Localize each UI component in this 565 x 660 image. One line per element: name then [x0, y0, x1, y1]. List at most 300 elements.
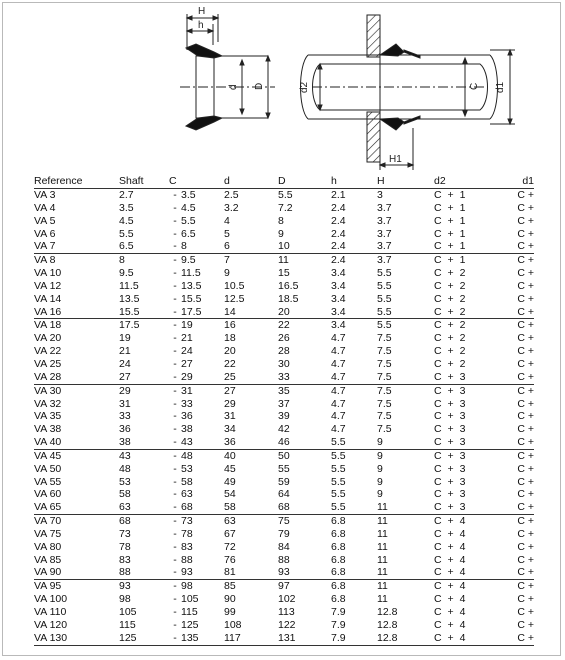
- cell-D: 37: [278, 397, 290, 410]
- cell-d: 5: [224, 227, 230, 240]
- cell-shaft-min: 3.5: [119, 201, 134, 214]
- cell-reference: VA 28: [34, 370, 62, 383]
- cell-d: 12.5: [224, 292, 245, 305]
- cell-d: 117: [224, 631, 241, 644]
- cell-H: 11: [377, 553, 388, 566]
- cell-H: 7.5: [377, 357, 392, 370]
- cell-d1: C +: [517, 580, 534, 593]
- cell-reference: VA 70: [34, 515, 62, 528]
- label-H: H: [198, 6, 206, 17]
- cell-d1: C +: [517, 254, 534, 267]
- cell-shaft-max: - 36: [173, 410, 193, 423]
- table-group: [34, 254, 534, 319]
- table-row: [34, 488, 534, 501]
- cell-reference: VA 60: [34, 488, 62, 501]
- cell-H: 11: [377, 527, 388, 540]
- cell-d1: C +: [517, 501, 534, 514]
- cell-d1: C +: [517, 357, 534, 370]
- cell-h: 4.7: [331, 410, 346, 423]
- cell-H: 7.5: [377, 397, 392, 410]
- cell-H: 7.5: [377, 410, 392, 423]
- cell-d: 4: [224, 214, 230, 227]
- table-row: [34, 202, 534, 215]
- cell-D: 8: [278, 214, 284, 227]
- cell-reference: VA 50: [34, 462, 62, 475]
- cell-d2: C + 3: [434, 397, 466, 410]
- cell-shaft-max: - 8: [173, 240, 187, 253]
- cell-H: 12.8: [377, 631, 398, 644]
- table-row: [34, 593, 534, 606]
- cell-d: 22: [224, 357, 236, 370]
- cell-D: 11: [278, 254, 289, 267]
- cell-reference: VA 95: [34, 580, 62, 593]
- cell-reference: VA 3: [34, 189, 56, 201]
- cell-D: 28: [278, 345, 290, 358]
- cell-d2: C + 4: [434, 580, 466, 593]
- cell-d2: C + 2: [434, 267, 466, 280]
- cell-shaft-min: 8: [119, 254, 125, 267]
- cell-d2: C + 1: [434, 240, 466, 253]
- cell-d1: C +: [517, 189, 534, 201]
- cell-d: 31: [224, 410, 236, 423]
- cell-d2: C + 1: [434, 201, 466, 214]
- cell-d: 54: [224, 488, 236, 501]
- table-row: [34, 358, 534, 371]
- cell-reference: VA 6: [34, 227, 56, 240]
- table-row: [34, 619, 534, 632]
- cell-D: 46: [278, 436, 290, 449]
- cell-d2: C + 4: [434, 553, 466, 566]
- cell-d1: C +: [517, 488, 534, 501]
- cell-d1: C +: [517, 410, 534, 423]
- cell-D: 68: [278, 501, 290, 514]
- table-row: [34, 554, 534, 567]
- cell-d1: C +: [517, 515, 534, 528]
- cell-d1: C +: [517, 227, 534, 240]
- table-row: [34, 501, 534, 514]
- cell-d: 3.2: [224, 201, 239, 214]
- cell-H: 3.7: [377, 201, 392, 214]
- cell-shaft-max: - 4.5: [173, 201, 196, 214]
- cell-shaft-max: - 58: [173, 475, 193, 488]
- cell-D: 18.5: [278, 292, 299, 305]
- cell-reference: VA 110: [34, 606, 67, 618]
- cell-shaft-min: 31: [119, 397, 131, 410]
- cell-reference: VA 100: [34, 593, 68, 606]
- table-row: [34, 267, 534, 280]
- cell-d: 25: [224, 370, 236, 383]
- cell-D: 131: [278, 631, 296, 644]
- cell-shaft-min: 33: [119, 410, 131, 423]
- cell-d2: C + 4: [434, 618, 466, 631]
- cell-d1: C +: [517, 319, 534, 332]
- cell-d1: C +: [517, 279, 534, 292]
- table-row: [34, 632, 534, 645]
- cell-d1: C +: [517, 384, 534, 397]
- cell-shaft-max: - 98: [173, 580, 193, 593]
- table-row: [34, 189, 534, 202]
- cell-H: 3: [377, 189, 383, 201]
- cell-shaft-min: 83: [119, 553, 131, 566]
- cell-D: 122: [278, 618, 296, 631]
- cell-h: 6.8: [331, 593, 346, 606]
- cell-H: 5.5: [377, 305, 392, 318]
- table-row: [34, 541, 534, 554]
- cell-d2: C + 3: [434, 410, 466, 423]
- cell-shaft-max: - 125: [173, 618, 199, 631]
- cell-d2: C + 4: [434, 566, 466, 579]
- cell-reference: VA 80: [34, 540, 62, 553]
- cell-d: 63: [224, 515, 236, 528]
- table-group: [34, 384, 534, 449]
- cell-d1: C +: [517, 606, 534, 618]
- cell-shaft-max: - 17.5: [173, 305, 202, 318]
- cell-reference: VA 14: [34, 292, 62, 305]
- cell-d: 29: [224, 397, 236, 410]
- table-row: [34, 515, 534, 528]
- cell-shaft-min: 125: [119, 631, 137, 644]
- cell-shaft-max: - 43: [173, 436, 193, 449]
- cell-shaft-min: 24: [119, 357, 131, 370]
- cell-shaft-min: 63: [119, 501, 131, 514]
- cell-d2: C + 4: [434, 540, 466, 553]
- cell-d2: C + 1: [434, 227, 466, 240]
- cell-reference: VA 30: [34, 384, 62, 397]
- table-header-row: [34, 174, 534, 189]
- cell-d2: C + 4: [434, 593, 466, 606]
- cell-d2: C + 2: [434, 357, 466, 370]
- cell-h: 4.7: [331, 397, 346, 410]
- cell-h: 5.5: [331, 475, 346, 488]
- cell-shaft-max: - 63: [173, 488, 193, 501]
- table-row: [34, 254, 534, 267]
- cell-d2: C + 3: [434, 462, 466, 475]
- cell-d2: C + 3: [434, 488, 466, 501]
- cell-shaft-max: - 78: [173, 527, 193, 540]
- table-group: [34, 189, 534, 254]
- cell-reference: VA 16: [34, 305, 62, 318]
- table-row: [34, 528, 534, 541]
- cell-shaft-min: 13.5: [119, 292, 140, 305]
- cell-D: 33: [278, 370, 290, 383]
- cell-reference: VA 75: [34, 527, 62, 540]
- header-d2: d2: [434, 174, 494, 189]
- cell-shaft-max: - 15.5: [173, 292, 202, 305]
- cell-d: 67: [224, 527, 236, 540]
- cell-H: 5.5: [377, 319, 392, 332]
- cell-H: 9: [377, 475, 383, 488]
- cell-d1: C +: [517, 540, 534, 553]
- cell-H: 9: [377, 436, 383, 449]
- cell-shaft-min: 43: [119, 449, 131, 462]
- cell-d1: C +: [517, 462, 534, 475]
- cell-d: 34: [224, 423, 236, 436]
- cell-H: 3.7: [377, 227, 392, 240]
- dimension-table: [34, 174, 534, 646]
- cell-reference: VA 35: [34, 410, 62, 423]
- cell-D: 59: [278, 475, 290, 488]
- cell-d1: C +: [517, 305, 534, 318]
- cell-d2: C + 2: [434, 305, 466, 318]
- cell-h: 2.4: [331, 254, 346, 267]
- table-row: [34, 319, 534, 332]
- cell-shaft-max: - 33: [173, 397, 193, 410]
- label-d: d: [228, 84, 239, 90]
- cell-H: 11: [377, 566, 388, 579]
- cell-d: 99: [224, 606, 236, 618]
- cell-d2: C + 3: [434, 370, 466, 383]
- table-row: [34, 410, 534, 423]
- cell-shaft-min: 58: [119, 488, 131, 501]
- cell-H: 12.8: [377, 606, 398, 618]
- cell-reference: VA 65: [34, 501, 62, 514]
- table-row: [34, 580, 534, 593]
- cell-reference: VA 20: [34, 332, 62, 345]
- cell-h: 5.5: [331, 501, 346, 514]
- cell-D: 55: [278, 462, 290, 475]
- cell-d2: C + 3: [434, 501, 466, 514]
- cell-h: 3.4: [331, 305, 346, 318]
- cell-reference: VA 90: [34, 566, 62, 579]
- cell-shaft-max: - 9.5: [173, 254, 196, 267]
- label-h: h: [198, 20, 204, 31]
- cell-d: 58: [224, 501, 236, 514]
- cell-D: 64: [278, 488, 290, 501]
- cell-H: 11: [377, 501, 388, 514]
- cell-reference: VA 130: [34, 631, 68, 644]
- cell-shaft-min: 68: [119, 515, 131, 528]
- cell-D: 113: [278, 606, 295, 618]
- cell-d: 2.5: [224, 189, 239, 201]
- cell-d: 10.5: [224, 279, 245, 292]
- technical-drawings: [0, 0, 565, 175]
- cell-h: 4.7: [331, 332, 346, 345]
- cell-shaft-max: - 24: [173, 345, 193, 358]
- cell-d1: C +: [517, 397, 534, 410]
- cell-reference: VA 40: [34, 436, 62, 449]
- cell-reference: VA 8: [34, 254, 56, 267]
- cell-h: 2.4: [331, 214, 346, 227]
- cell-reference: VA 120: [34, 618, 68, 631]
- cell-shaft-min: 9.5: [119, 267, 134, 280]
- cell-d1: C +: [517, 449, 534, 462]
- cell-H: 7.5: [377, 345, 392, 358]
- cell-H: 9: [377, 488, 383, 501]
- cell-shaft-min: 105: [119, 606, 137, 618]
- cell-shaft-max: - 48: [173, 449, 193, 462]
- cell-shaft-max: - 19: [173, 319, 193, 332]
- cell-shaft-max: - 115: [173, 606, 198, 618]
- cell-d1: C +: [517, 527, 534, 540]
- cell-d: 36: [224, 436, 236, 449]
- cell-h: 5.5: [331, 436, 346, 449]
- cell-D: 7.2: [278, 201, 293, 214]
- cell-reference: VA 55: [34, 475, 62, 488]
- table-group: [34, 580, 534, 645]
- cell-D: 5.5: [278, 189, 293, 201]
- cell-d: 40: [224, 449, 236, 462]
- cell-shaft-max: - 13.5: [173, 279, 202, 292]
- cell-shaft-max: - 38: [173, 423, 193, 436]
- cell-H: 7.5: [377, 370, 392, 383]
- cell-h: 6.8: [331, 515, 346, 528]
- table-row: [34, 228, 534, 241]
- cell-reference: VA 38: [34, 423, 62, 436]
- cell-d2: C + 1: [434, 254, 466, 267]
- cell-shaft-max: - 21: [173, 332, 193, 345]
- cell-shaft-min: 17.5: [119, 319, 140, 332]
- cell-h: 7.9: [331, 631, 346, 644]
- cell-d2: C + 4: [434, 606, 466, 618]
- cell-D: 30: [278, 357, 290, 370]
- cell-H: 7.5: [377, 332, 392, 345]
- cell-shaft-max: - 83: [173, 540, 193, 553]
- cell-d2: C + 3: [434, 384, 466, 397]
- cell-D: 22: [278, 319, 290, 332]
- cell-reference: VA 22: [34, 345, 62, 358]
- table-row: [34, 398, 534, 411]
- cell-D: 50: [278, 449, 290, 462]
- installation-drawing: [301, 15, 516, 170]
- cell-shaft-min: 73: [119, 527, 131, 540]
- cell-d2: C + 4: [434, 515, 466, 528]
- cell-H: 9: [377, 462, 383, 475]
- cell-shaft-min: 27: [119, 370, 131, 383]
- cell-D: 16.5: [278, 279, 299, 292]
- cell-shaft-min: 93: [119, 580, 131, 593]
- cell-H: 9: [377, 449, 383, 462]
- cell-shaft-max: - 68: [173, 501, 193, 514]
- seal-section-drawing: [180, 14, 275, 130]
- cell-d1: C +: [517, 618, 534, 631]
- cell-D: 35: [278, 384, 290, 397]
- cell-H: 3.7: [377, 254, 392, 267]
- cell-shaft-min: 36: [119, 423, 131, 436]
- cell-reference: VA 45: [34, 449, 62, 462]
- label-C: C: [469, 82, 480, 90]
- cell-h: 3.4: [331, 267, 346, 280]
- cell-h: 4.7: [331, 423, 346, 436]
- cell-D: 26: [278, 332, 290, 345]
- cell-d1: C +: [517, 332, 534, 345]
- cell-d: 16: [224, 319, 236, 332]
- header-D: D: [278, 174, 331, 189]
- cell-reference: VA 85: [34, 553, 62, 566]
- cell-shaft-min: 53: [119, 475, 131, 488]
- cell-h: 6.8: [331, 540, 346, 553]
- cell-d2: C + 1: [434, 189, 466, 201]
- cell-shaft-max: - 29: [173, 370, 193, 383]
- cell-shaft-max: - 11.5: [173, 267, 201, 280]
- table-row: [34, 449, 534, 462]
- cell-h: 3.4: [331, 279, 346, 292]
- cell-reference: VA 18: [34, 319, 62, 332]
- cell-d2: C + 2: [434, 345, 466, 358]
- cell-d: 108: [224, 618, 242, 631]
- cell-D: 9: [278, 227, 284, 240]
- cell-shaft-min: 15.5: [119, 305, 140, 318]
- table-row: [34, 280, 534, 293]
- cell-d1: C +: [517, 475, 534, 488]
- cell-H: 7.5: [377, 423, 392, 436]
- cell-shaft-max: - 31: [173, 384, 193, 397]
- cell-h: 2.4: [331, 227, 346, 240]
- table-row: [34, 306, 534, 319]
- cell-reference: VA 10: [34, 267, 62, 280]
- cell-d1: C +: [517, 201, 534, 214]
- table-row: [34, 371, 534, 384]
- cell-h: 3.4: [331, 292, 346, 305]
- table-row: [34, 293, 534, 306]
- cell-H: 11: [377, 540, 388, 553]
- cell-d: 6: [224, 240, 230, 253]
- cell-D: 102: [278, 593, 296, 606]
- cell-d2: C + 2: [434, 332, 466, 345]
- cell-shaft-min: 98: [119, 593, 131, 606]
- cell-shaft-max: - 73: [173, 515, 193, 528]
- cell-shaft-min: 5.5: [119, 227, 134, 240]
- header-shaft: Shaft: [119, 174, 169, 189]
- cell-d: 90: [224, 593, 236, 606]
- cell-d: 49: [224, 475, 236, 488]
- cell-H: 5.5: [377, 292, 392, 305]
- cell-shaft-min: 11.5: [119, 279, 139, 292]
- label-H1: H1: [389, 154, 402, 165]
- cell-d2: C + 4: [434, 527, 466, 540]
- header-d: d: [224, 174, 278, 189]
- cell-shaft-min: 2.7: [119, 189, 134, 201]
- cell-D: 20: [278, 305, 290, 318]
- cell-d1: C +: [517, 240, 534, 253]
- cell-D: 97: [278, 580, 290, 593]
- cell-h: 6.8: [331, 566, 346, 579]
- cell-shaft-max: - 5.5: [173, 214, 196, 227]
- cell-D: 15: [278, 267, 290, 280]
- cell-d1: C +: [517, 631, 534, 644]
- table-group: [34, 319, 534, 384]
- table-row: [34, 476, 534, 489]
- cell-h: 4.7: [331, 384, 346, 397]
- cell-d1: C +: [517, 267, 534, 280]
- table-row: [34, 240, 534, 253]
- cell-D: 93: [278, 566, 290, 579]
- table-group: [34, 515, 534, 580]
- cell-h: 4.7: [331, 370, 346, 383]
- cell-D: 79: [278, 527, 290, 540]
- cell-d2: C + 2: [434, 279, 466, 292]
- cell-reference: VA 5: [34, 214, 56, 227]
- cell-reference: VA 7: [34, 240, 56, 253]
- cell-d2: C + 3: [434, 449, 466, 462]
- cell-d: 18: [224, 332, 236, 345]
- cell-reference: VA 25: [34, 357, 62, 370]
- cell-H: 12.8: [377, 618, 398, 631]
- cell-d: 7: [224, 254, 230, 267]
- cell-D: 88: [278, 553, 290, 566]
- cell-d: 81: [224, 566, 236, 579]
- cell-h: 2.4: [331, 201, 346, 214]
- cell-d: 27: [224, 384, 236, 397]
- cell-D: 42: [278, 423, 290, 436]
- cell-d: 20: [224, 345, 236, 358]
- cell-d1: C +: [517, 593, 534, 606]
- cell-d1: C +: [517, 553, 534, 566]
- cell-reference: VA 32: [34, 397, 62, 410]
- table-group: [34, 449, 534, 514]
- cell-H: 11: [377, 593, 388, 606]
- cell-h: 3.4: [331, 319, 346, 332]
- cell-h: 7.9: [331, 606, 346, 618]
